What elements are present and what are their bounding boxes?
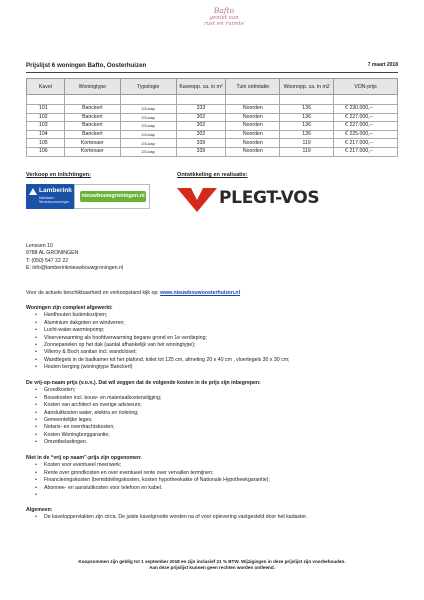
cell-tuin: Noorden bbox=[226, 130, 280, 139]
development-heading: Ontwikkeling en realisatie: bbox=[177, 172, 248, 178]
general-heading: Algemeen: bbox=[26, 507, 53, 513]
lamberink-sub: Makelaars · Nieuwbouwwoningen bbox=[39, 196, 70, 204]
price-table bbox=[26, 78, 398, 157]
list-item: • Kosten Woningborggarantie; bbox=[44, 432, 406, 439]
cell-kaveopp: 302 bbox=[176, 130, 226, 139]
list-item: • Bouwkosten incl. bouw- en materiaalkostenstijging; bbox=[44, 395, 406, 402]
roof-icon bbox=[29, 188, 37, 195]
excluded-section bbox=[26, 455, 406, 499]
cell-kavel: 106 bbox=[27, 147, 65, 156]
table-row bbox=[27, 113, 398, 122]
cell-tuin: Noorden bbox=[226, 105, 280, 114]
cell-kavel: 103 bbox=[27, 122, 65, 131]
table-row bbox=[27, 105, 398, 114]
cell-woonopp: 136 bbox=[280, 105, 334, 114]
list-item bbox=[44, 492, 406, 499]
table-header-row bbox=[27, 79, 398, 95]
list-item: • Vloerverwarming als hoofdverwarming begane grond en 1e verdieping; bbox=[44, 335, 406, 342]
cell-woonopp: 119 bbox=[280, 147, 334, 156]
plegt-vos-wordmark: PLEGT-VOS bbox=[219, 188, 320, 208]
list-item: • Rente over grondkosten en over eventueel rente over vervallen termijnen; bbox=[44, 470, 406, 477]
lamberink-logo bbox=[26, 184, 150, 209]
header-von-prijs: VON-prijs bbox=[334, 79, 398, 95]
cell-typologie: 2/1-kap bbox=[120, 139, 176, 148]
contact-phone: T: (050) 547 22 22 bbox=[26, 257, 69, 264]
plegt-vos-logo bbox=[177, 186, 337, 214]
availability-line bbox=[26, 290, 240, 296]
logo-line-2: geniet van bbox=[209, 15, 239, 21]
cell-kaveopp: 302 bbox=[176, 122, 226, 131]
cell-typologie: 2/1-kap bbox=[120, 147, 176, 156]
header-kaveopp: Kaveopp. ca. in m² bbox=[176, 79, 226, 95]
cell-woonopp: 136 bbox=[280, 122, 334, 131]
cell-tuin: Noorden bbox=[226, 122, 280, 131]
list-item: • Villeroy & Boch sanitair incl. wandcloset; bbox=[44, 349, 406, 356]
cell-kavel: 105 bbox=[27, 139, 65, 148]
contact-email[interactable]: E: info@lamberinknieuwbouwgroningen.nl bbox=[26, 264, 123, 271]
cell-woonopp: 136 bbox=[280, 130, 334, 139]
sales-heading: Verkoop en inlichtingen: bbox=[26, 172, 91, 178]
cell-kaveopp: 302 bbox=[176, 113, 226, 122]
cell-typologie: 2/1-kap bbox=[120, 130, 176, 139]
table-row bbox=[27, 122, 398, 131]
list-item: • De kaveloppervlakten zijn circa. De juiste kavelgrootte worden na of voor oplevering vastgesteld door het kadaster. bbox=[44, 514, 406, 521]
list-item: • Aluminium dakgoten en windveren; bbox=[44, 320, 406, 327]
general-list bbox=[26, 514, 406, 521]
list-item: • Financieringskosten (bemiddelingskosten, kosten hypotheekakte of Nationale Hypotheekgarantie); bbox=[44, 477, 406, 484]
footer-line-1: Koopsommen zijn geldig tot 1 september 2018 en zijn inclusief 21 % BTW. Wijzigingen in deze prijslijst zijn voorbehouden. bbox=[78, 559, 346, 564]
cell-woonopp: 136 bbox=[280, 113, 334, 122]
availability-text: Voor de actuele beschikbaarheid en verkoopstand kijk op: bbox=[26, 290, 161, 296]
list-item: • Kosten voor eventueel meerwerk; bbox=[44, 462, 406, 469]
cell-prijs: € 217.000,-- bbox=[334, 147, 398, 156]
list-item: • Omzetbelastingen. bbox=[44, 439, 406, 446]
cell-typologie: 2/1-kap bbox=[120, 105, 176, 114]
list-item: • Gemeentelijke leges; bbox=[44, 417, 406, 424]
cell-prijs: € 217.000,-- bbox=[334, 139, 398, 148]
cell-prijs: € 225.000,-- bbox=[334, 130, 398, 139]
cell-kaveopp: 339 bbox=[176, 147, 226, 156]
cell-woningtype: Banckert bbox=[64, 122, 120, 131]
contact-city: 9788 AL GRONINGEN bbox=[26, 250, 79, 257]
cell-woningtype: Kortenaer bbox=[64, 147, 120, 156]
list-item: • Wandtegels in de badkamer tot het plafond, toilet tot 125 cm, afmeting 20 x 40 cm , vloertegels 30 x 30 cm; bbox=[44, 357, 406, 364]
logo-line-1: Bafto bbox=[213, 6, 235, 15]
general-section bbox=[26, 507, 406, 522]
list-item: • Abonnee- en aansluitkosten voor telefoon en kabel. bbox=[44, 485, 406, 492]
title-divider bbox=[26, 72, 398, 73]
cell-woningtype: Kortenaer bbox=[64, 139, 120, 148]
cell-woningtype: Banckert bbox=[64, 105, 120, 114]
delivered-list bbox=[26, 312, 406, 371]
table-spacer-row bbox=[27, 95, 398, 105]
title-row bbox=[26, 62, 398, 72]
von-section bbox=[26, 380, 406, 447]
cell-prijs: € 227.000,-- bbox=[334, 113, 398, 122]
cell-kavel: 104 bbox=[27, 130, 65, 139]
bafto-logo bbox=[196, 7, 252, 27]
contact-street: Lenssen 10 bbox=[26, 243, 53, 249]
lamberink-brand: Lamberink bbox=[39, 187, 72, 194]
delivered-section bbox=[26, 305, 406, 372]
cell-kavel: 101 bbox=[27, 105, 65, 114]
list-item: • Notaris- en overdrachtskosten; bbox=[44, 424, 406, 431]
header-typologie: Typologie bbox=[120, 79, 176, 95]
cell-tuin: Noorden bbox=[226, 139, 280, 148]
list-item: • Hardhouten buitenkozijnen; bbox=[44, 312, 406, 319]
cell-typologie: 2/1-kap bbox=[120, 113, 176, 122]
cell-kaveopp: 339 bbox=[176, 139, 226, 148]
list-item: • Aansluitkosten water, elektra en riolering; bbox=[44, 410, 406, 417]
cell-woningtype: Banckert bbox=[64, 130, 120, 139]
excluded-heading: Niet in de “vrij op naam”-prijs zijn opgenomen: bbox=[26, 455, 142, 461]
excluded-list bbox=[26, 462, 406, 499]
header-woonopp: Woonopp. ca. in m2 bbox=[280, 79, 334, 95]
cell-typologie: 2/1-kap bbox=[120, 122, 176, 131]
document-date: 7 maart 2018 bbox=[367, 62, 398, 68]
cell-kavel: 102 bbox=[27, 113, 65, 122]
list-item: • Lucht-water-warmtepomp; bbox=[44, 327, 406, 334]
page-title: Prijslijst 6 woningen Bafto, Oosterhuizen bbox=[26, 62, 147, 69]
list-item: • Kosten van architect en overige adviseurs; bbox=[44, 402, 406, 409]
table-row bbox=[27, 147, 398, 156]
cell-woonopp: 119 bbox=[280, 139, 334, 148]
cell-tuin: Noorden bbox=[226, 113, 280, 122]
von-heading: De vrij-op-naam prijs (v.o.n.). Dat wil zeggen dat de volgende kosten in de prijs zijn inbegrepen: bbox=[26, 380, 261, 386]
cell-tuin: Noorden bbox=[226, 147, 280, 156]
cell-kaveopp: 333 bbox=[176, 105, 226, 114]
list-item: • Houten berging (woningtype Banckert) bbox=[44, 364, 406, 371]
lamberink-url-pill: nieuwbouwgroningen.nl bbox=[80, 191, 146, 202]
footer-line-2: Aan deze prijslijst kunnen geen rechten worden ontleend. bbox=[149, 565, 275, 571]
contact-block bbox=[26, 243, 123, 272]
header-kavel: Kavel bbox=[27, 79, 65, 95]
delivered-heading: Woningen zijn compleet afgewerkt: bbox=[26, 305, 113, 311]
plegt-vos-chevron-icon bbox=[177, 188, 217, 212]
header-tuin-orientatie: Tuin oriëntatie bbox=[226, 79, 280, 95]
table-row bbox=[27, 130, 398, 139]
website-link[interactable]: www.nieuwbouwoosterhuizen.nl bbox=[160, 290, 241, 296]
list-item: • Grondkosten; bbox=[44, 387, 406, 394]
cell-prijs: € 227.000,-- bbox=[334, 122, 398, 131]
logo-line-3: rust en ruimte bbox=[203, 21, 245, 27]
von-list bbox=[26, 387, 406, 446]
table-row bbox=[27, 139, 398, 148]
cell-prijs: € 230.000,-- bbox=[334, 105, 398, 114]
footer-note bbox=[26, 559, 398, 572]
list-item: • Zonnepanelen op het dak (aantal afhankelijk van het woningtype); bbox=[44, 342, 406, 349]
cell-woningtype: Banckert bbox=[64, 113, 120, 122]
header-woningtype: Woningtype bbox=[64, 79, 120, 95]
